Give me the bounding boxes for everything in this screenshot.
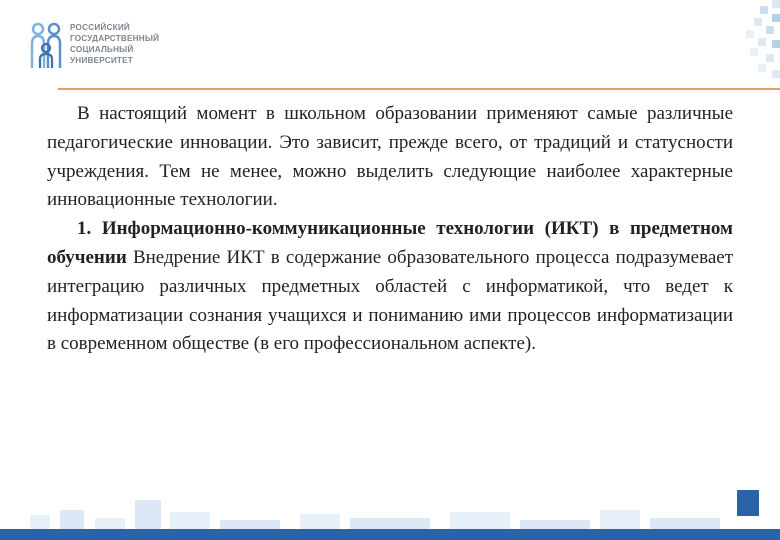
footer-bar xyxy=(0,529,780,540)
header-divider xyxy=(58,88,780,90)
corner-accent-square xyxy=(737,490,759,516)
university-name xyxy=(70,22,159,66)
slide-body xyxy=(47,100,733,359)
ict-description: Внедрение ИКТ в содержание образовательного процесса подразумевает интеграцию различных предметных областей с информатикой, что ведет к информатизации сознания учащихся и пониманию ими процессов информатизации в современном обществе (в его профессиональном аспекте). xyxy=(47,246,733,355)
ict-paragraph xyxy=(47,215,733,359)
university-logo xyxy=(30,18,190,74)
logo-line-2: ГОСУДАРСТВЕННЫЙ xyxy=(70,34,160,43)
corner-decoration xyxy=(710,0,780,90)
intro-paragraph: В настоящий момент в школьном образовании применяют самые различные педагогические инновации. Это зависит, прежде всего, от традиций и статусности учреждения. Тем не менее, можно выделить следующие наиболее характерные инновационные технологии. xyxy=(47,103,733,211)
logo-line-1: РОССИЙСКИЙ xyxy=(70,23,130,32)
logo-line-4: УНИВЕРСИТЕТ xyxy=(70,56,133,65)
ict-heading: 1. Информационно-коммуникационные технологии (ИКТ) в предметном обучении xyxy=(47,218,733,268)
logo-line-3: СОЦИАЛЬНЫЙ xyxy=(70,45,134,54)
people-logo-icon xyxy=(30,22,64,70)
